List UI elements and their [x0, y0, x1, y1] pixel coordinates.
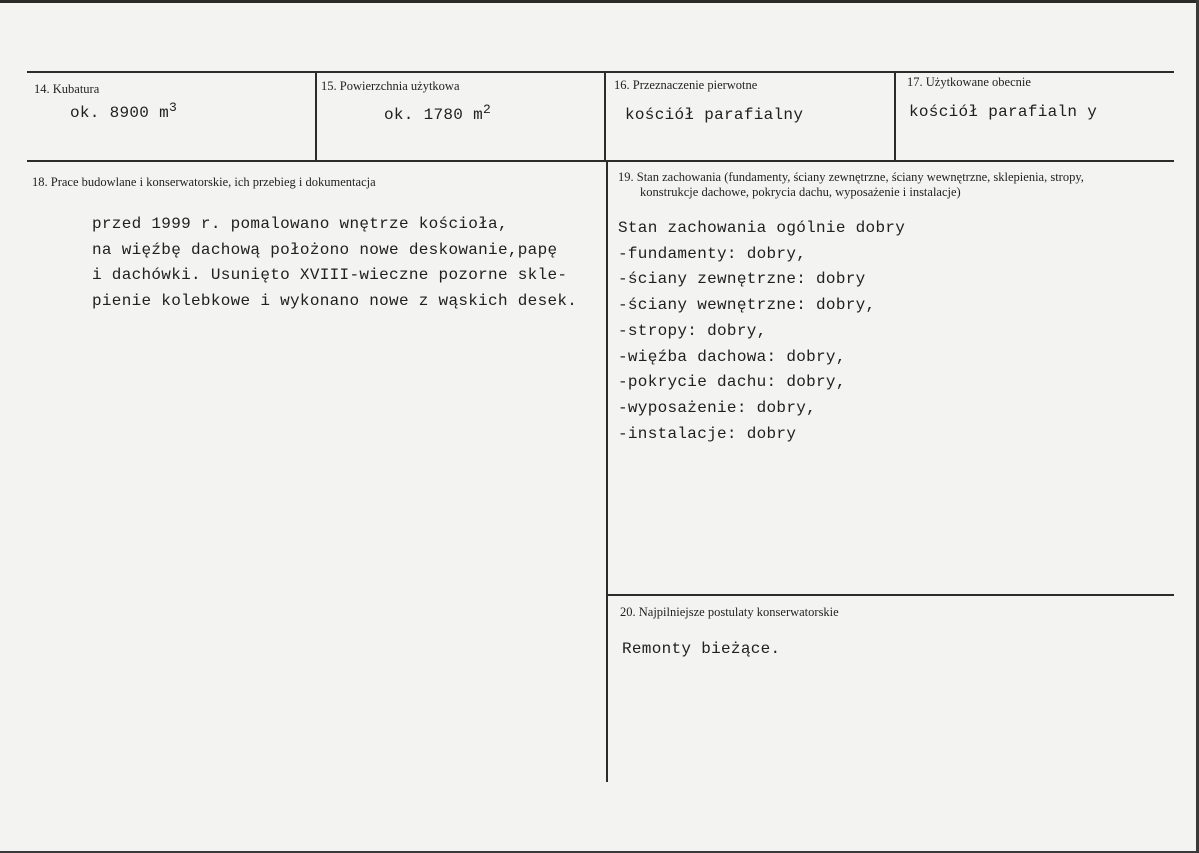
field-19-line: -ściany wewnętrzne: dobry, — [618, 296, 876, 315]
field-19-line: Stan zachowania ogólnie dobry — [618, 219, 906, 237]
grid-line-col2 — [604, 72, 606, 161]
grid-line-middle — [27, 160, 1174, 162]
field-19-line: -pokrycie dachu: dobry, — [618, 373, 846, 392]
field-19-line: -wyposażenie: dobry, — [618, 398, 817, 417]
field-19-line: -ściany zewnętrzne: dobry — [618, 270, 866, 289]
field-18-label: 18. Prace budowlane i konserwatorskie, ich przebieg i dokumentacja — [32, 175, 376, 189]
field-19-line: -stropy: dobry, — [618, 321, 767, 340]
field-18-text — [92, 212, 577, 315]
field-19-label-line1: 19. Stan zachowania (fundamenty, ściany zewnętrzne, ściany wewnętrzne, sklepienia, stropy, — [618, 170, 1084, 184]
field-15-label: 15. Powierzchnia użytkowa — [321, 79, 460, 93]
field-19-line: -fundamenty: dobry, — [618, 244, 807, 263]
field-18-line: pienie kolebkowe i wykonano nowe z wąskich desek. — [92, 292, 578, 311]
field-18-line: przed 1999 r. pomalowano wnętrze kościoła, — [92, 215, 508, 233]
field-20-value: Remonty bieżące. — [622, 640, 781, 658]
field-14-label: 14. Kubatura — [34, 82, 100, 96]
field-15-superscript: 2 — [483, 102, 492, 117]
field-19-line: -więźba dachowa: dobry, — [618, 347, 846, 366]
field-19-text — [618, 216, 905, 447]
field-17-label: 17. Użytkowane obecnie — [907, 75, 1031, 89]
page-top-edge — [0, 0, 1199, 3]
field-16-value: kościół parafialny — [625, 106, 804, 124]
field-16-label: 16. Przeznaczenie pierwotne — [614, 78, 758, 92]
grid-line-col3 — [894, 72, 896, 161]
field-14-value — [70, 100, 177, 122]
grid-line-lower-divider — [606, 161, 608, 782]
grid-line-top — [27, 71, 1174, 73]
grid-line-col1 — [315, 72, 317, 161]
field-14-superscript: 3 — [169, 100, 178, 115]
field-20-label: 20. Najpilniejsze postulaty konserwatorskie — [620, 605, 839, 619]
field-15-value — [384, 102, 491, 124]
field-18-line: na więźbę dachową położono nowe deskowanie,papę — [92, 240, 558, 259]
field-14-text: ok. 8900 m — [70, 104, 170, 122]
grid-line-section20 — [606, 594, 1174, 596]
field-18-line: i dachówki. Usunięto XVIII-wieczne pozorne skle- — [92, 266, 568, 285]
field-15-text: ok. 1780 m — [384, 106, 484, 124]
field-19-label-line2: konstrukcje dachowe, pokrycia dachu, wyposażenie i instalacje) — [640, 185, 961, 199]
field-19-line: -instalacje: dobry — [618, 424, 797, 443]
field-17-value: kościół parafialn y — [909, 103, 1098, 121]
